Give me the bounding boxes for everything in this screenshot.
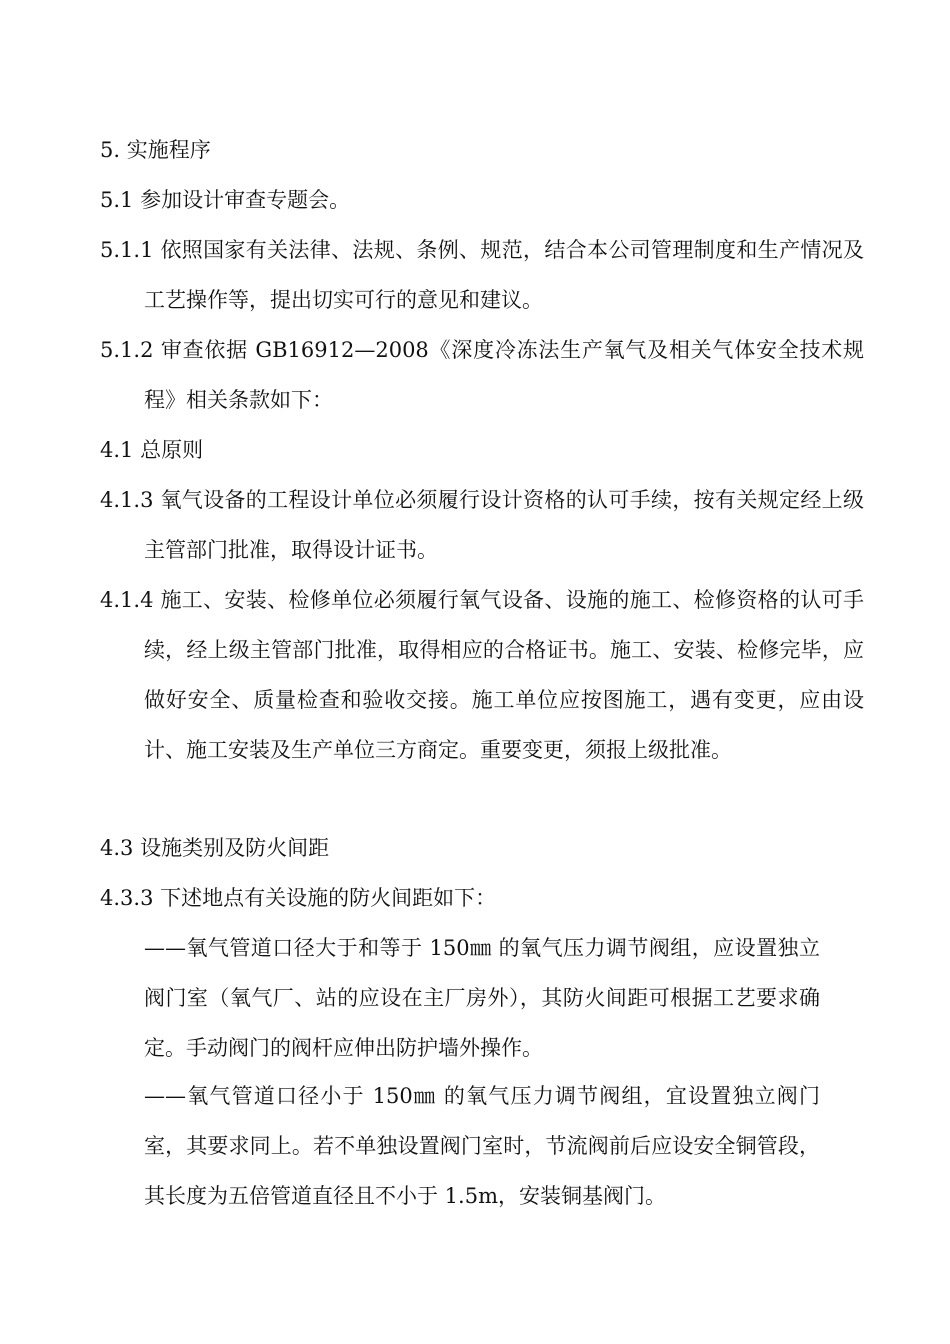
list-item-small-valve-group: ——氧气管道口径小于 150㎜ 的氧气压力调节阀组，宜设置独立阀门室，其要求同上。若不单独设置阀门室时，节流阀前后应设安全铜管段，其长度为五倍管道直径且不小于 1.5m，安装铜基阀门。 — [144, 1084, 820, 1208]
section-heading-5-1: 5.1 参加设计审查专题会。 — [100, 188, 351, 212]
clause-5-1-1: 5.1.1 依照国家有关法律、法规、条例、规范，结合本公司管理制度和生产情况及工艺操作等，提出切实可行的意见和建议。 — [100, 238, 864, 312]
clause-4-3-3: 4.3.3 下述地点有关设施的防火间距如下： — [100, 886, 497, 910]
section-heading-5: 5. 实施程序 — [100, 138, 211, 162]
clause-4-1-3: 4.1.3 氧气设备的工程设计单位必须履行设计资格的认可手续，按有关规定经上级主管部门批准，取得设计证书。 — [100, 488, 864, 562]
clause-5-1-2: 5.1.2 审查依据 GB16912—2008《深度冷冻法生产氧气及相关气体安全技术规程》相关条款如下： — [100, 338, 864, 412]
clause-4-1-4: 4.1.4 施工、安装、检修单位必须履行氧气设备、设施的施工、检修资格的认可手续，经上级主管部门批准，取得相应的合格证书。施工、安装、检修完毕，应做好安全、质量检查和验收交接。施工单位应按图施工，遇有变更，应由设计、施工安装及生产单位三方商定。重要变更，须报上级批准。 — [100, 588, 864, 762]
list-item-large-valve-group: ——氧气管道口径大于和等于 150㎜ 的氧气压力调节阀组，应设置独立阀门室（氧气厂、站的应设在主厂房外），其防火间距可根据工艺要求确定。手动阀门的阀杆应伸出防护墙外操作。 — [144, 936, 820, 1060]
section-heading-4-1: 4.1 总原则 — [100, 438, 204, 462]
section-heading-4-3: 4.3 设施类别及防火间距 — [100, 836, 330, 860]
